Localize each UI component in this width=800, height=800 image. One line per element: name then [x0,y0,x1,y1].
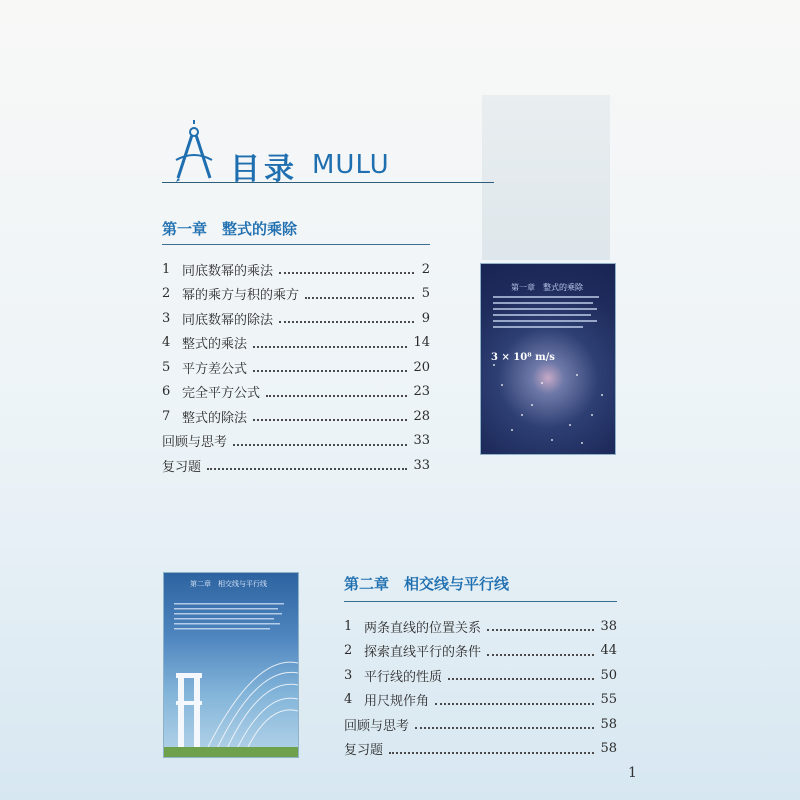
toc-leader-dots [305,297,414,299]
star-dot [541,382,543,384]
chapter1-cover-formula: 3 × 10⁸ m/s [491,352,555,363]
toc-entry-number: 5 [162,359,171,375]
toc-leader-dots [487,629,594,631]
chapter1-rule [162,244,430,245]
toc-entry-title: 整式的除法 [182,410,248,426]
toc-leader-dots [253,346,407,348]
toc-entry-title: 幂的乘方与积的乘方 [182,288,300,304]
toc-leader-dots [487,654,594,656]
chapter1-cover-text-block [493,296,601,339]
chapter2-cover-heading: 第二章 相交线与平行线 [190,580,267,588]
star-dot [551,439,553,441]
toc-entry-page: 50 [600,667,617,683]
toc-entry-page: 9 [421,310,430,326]
toc-leader-dots [279,272,414,274]
toc-entry-page: 14 [413,335,430,351]
toc-entry-number: 4 [344,692,353,708]
toc-entry-page: 23 [413,384,430,400]
toc-entry-page: 44 [600,643,617,659]
toc-entry-title: 完全平方公式 [182,386,261,402]
toc-entry-page: 58 [600,741,617,757]
chapter2-title: 第二章 相交线与平行线 [344,575,510,593]
toc-entry-title: 复习题 [162,459,202,475]
toc-entry-number: 7 [162,408,171,424]
toc-entry-title: 探索直线平行的条件 [364,645,482,661]
toc-entry-number: 1 [344,618,353,634]
toc-entry-title: 平方差公式 [182,361,248,377]
toc-entry[interactable] [344,614,617,639]
toc-leader-dots [448,678,594,680]
toc-entry[interactable] [162,331,430,356]
toc-entry[interactable] [162,429,430,454]
toc-entry[interactable] [162,380,430,405]
chapter2-cover-image [163,572,299,758]
toc-entry[interactable] [344,737,617,762]
toc-entry[interactable] [162,257,430,282]
cover-text-lines [174,603,286,635]
toc-entry-page: 58 [600,716,617,732]
toc-entry-title: 回顾与思考 [162,435,228,451]
toc-entry-number: 3 [344,667,353,683]
chapter1-cover-heading: 第一章 整式的乘除 [511,283,583,292]
star-dot [576,374,578,376]
star-dot [569,424,571,426]
toc-entry-page: 55 [600,692,617,708]
toc-entry-number: 6 [162,384,171,400]
star-dot [501,384,503,386]
toc-leader-dots [253,370,407,372]
toc-entry-number: 3 [162,310,171,326]
compass-icon [170,120,218,182]
toc-entry-title: 回顾与思考 [344,718,410,734]
page-title: 目录 [230,152,298,187]
toc-entry-page: 33 [413,457,430,473]
toc-entry[interactable] [344,639,617,664]
star-dot [511,429,513,431]
toc-entry-page: 5 [421,286,430,302]
star-dot [531,404,533,406]
bridge-illustration [164,643,298,757]
toc-entry-page: 28 [413,408,430,424]
toc-entry-number: 2 [162,286,171,302]
chapter1-cover-image [480,263,616,455]
header-rule [162,182,494,183]
toc-leader-dots [207,468,407,470]
toc-entry-title: 同底数幂的除法 [182,312,274,328]
star-dot [493,364,495,366]
toc-entry-title: 整式的乘法 [182,337,248,353]
toc-leader-dots [415,727,594,729]
bleed-through-panel [482,95,610,260]
toc-entry-number: 1 [162,261,171,277]
toc-entry[interactable] [162,355,430,380]
toc-entry-title: 两条直线的位置关系 [364,620,482,636]
toc-leader-dots [233,444,407,446]
toc-entry-title: 用尺规作角 [364,694,430,710]
toc-entry[interactable] [162,282,430,307]
toc-entry-title: 平行线的性质 [364,669,443,685]
toc-leader-dots [435,703,594,705]
toc-leader-dots [266,395,407,397]
toc-entry-page: 38 [600,618,617,634]
toc-entry-number: 4 [162,335,171,351]
toc-leader-dots [279,321,414,323]
toc-entry[interactable] [344,712,617,737]
toc-leader-dots [253,419,407,421]
page-number: 1 [628,765,637,781]
star-dot [581,442,583,444]
toc-leader-dots [389,752,594,754]
toc-entry-page: 20 [413,359,430,375]
cover-text-lines [493,296,601,336]
toc-entry-title: 复习题 [344,743,384,759]
chapter2-toc [344,614,617,761]
toc-entry-number: 2 [344,643,353,659]
star-dot [591,414,593,416]
toc-entry[interactable] [344,663,617,688]
chapter1-title: 第一章 整式的乘除 [162,220,298,238]
toc-entry-title: 同底数幂的乘法 [182,263,274,279]
star-dot [521,414,523,416]
page-title-pinyin: MULU [312,150,390,180]
toc-entry[interactable] [162,306,430,331]
toc-entry-page: 2 [421,261,430,277]
toc-entry[interactable] [344,688,617,713]
toc-entry[interactable] [162,453,430,478]
toc-header [162,120,492,190]
star-dot [601,394,603,396]
chapter1-toc [162,257,430,478]
chapter2-rule [344,601,617,602]
toc-entry-page: 33 [413,433,430,449]
chapter2-cover-text-block [174,603,286,638]
toc-entry[interactable] [162,404,430,429]
